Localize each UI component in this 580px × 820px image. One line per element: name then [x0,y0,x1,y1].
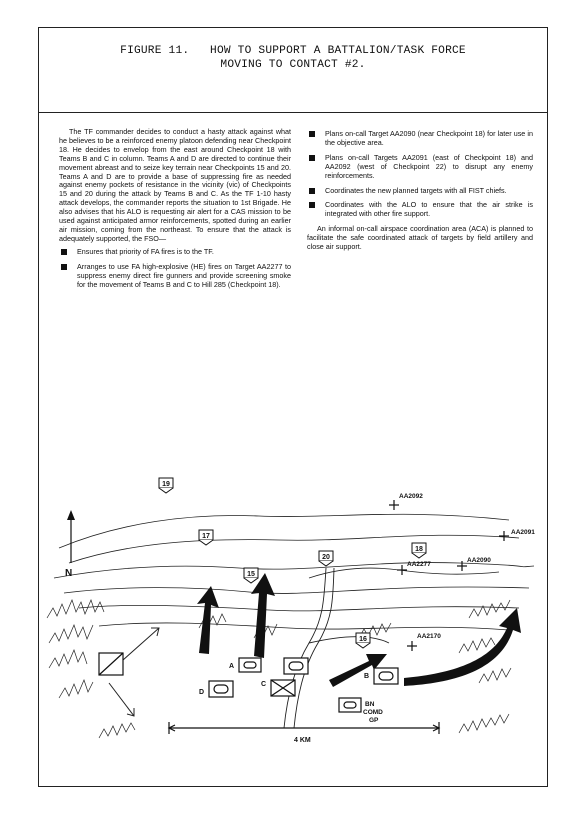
bullet-square-icon [309,155,315,161]
right-bullet-list [307,130,533,219]
target-aa2090-label: AA2090 [467,557,491,564]
checkpoint-16-label: 16 [359,636,367,643]
bullet-square-icon [309,131,315,137]
unit-hq-element [284,658,308,674]
checkpoint-20-label: 20 [322,554,330,561]
left-bullet-text: Ensures that priority of FA fires is to the TF. [77,246,214,256]
right-column [307,128,533,256]
unit-cavalry-left [99,653,123,675]
gp-label: GP [369,717,379,724]
figure-title-box [39,28,547,113]
left-column [59,128,291,295]
team-d-label: D [199,689,205,696]
target-aa2092-label: AA2092 [399,493,423,500]
left-bullet-item [59,263,291,290]
checkpoints [159,478,426,648]
arrow-team-a [251,573,275,658]
left-bullet-item [59,248,291,257]
figure-title-line-2: MOVING TO CONTACT #2. [220,59,366,71]
target-aa2170 [407,633,441,651]
right-bullet-text: Coordinates the new planned targets with all FIST chiefs. [325,185,507,195]
arrow-team-d [197,586,219,654]
bullet-square-icon [61,249,67,255]
north-label: N [65,568,73,579]
bullet-square-icon [61,264,67,270]
checkpoint-19 [159,478,173,493]
target-aa2091-label: AA2091 [511,529,535,536]
scale-bar [169,722,439,744]
left-bullet-text: Arranges to use FA high-explosive (HE) fires on Target AA2277 to suppress enemy direct fire gunners and provide screening smoke for the movement of Teams B and C to Hill 285 (Checkpoint 18). [77,261,291,289]
right-bullet-text: Plans on-call Targets AA2091 (east of Checkpoint 18) and AA2092 (west of Checkpoint 22) to disrupt any enemy reinforcements. [325,152,533,180]
checkpoint-16 [356,633,370,648]
left-paragraph: The TF commander decides to conduct a hasty attack against what he believes to be a reinforced enemy platoon defending near Checkpoint 18. He decides to envelop from the east around Checkpoint 18 with Teams B and C in column. Teams A and D are directed to continue their movement abreast and to seize key terrain near Checkpoints 15 and 20. Teams A and D are to provide a base of suppressing fire as needed against enemy pockets of resistance in the vicinity (vic) of Checkpoints 15 and 20 during the attack by Teams B and C. As the TF 1-10 hasty attack develops, the commander reports the situation to 1st Brigade. He also advises that his ALO is requesting air alert for a CAS mission to be used against anticipated armor reinforcements, spotted during an earlier air mission, coming from the northeast. To ensure that the attack is adequately supported, the FSO— [59,127,291,243]
target-aa2092 [389,493,423,510]
target-aa2277-label: AA2277 [407,561,431,568]
team-b-label: B [364,673,370,680]
unit-team-d [199,681,233,697]
right-bullet-item [307,201,533,219]
target-aa2170-label: AA2170 [417,633,441,640]
target-aa2091 [499,529,535,541]
figure-frame [38,27,548,787]
unit-team-c [261,680,295,696]
checkpoint-18-label: 18 [415,546,423,553]
terrain-contours [54,514,534,630]
right-bullet-text: Coordinates with the ALO to ensure that the air strike is integrated with other fire support. [325,200,533,219]
unit-bn-comd-gp [339,698,383,724]
right-bullet-item [307,154,533,181]
north-arrow [65,510,75,579]
bn-label: BN [365,701,375,708]
right-bullet-text: Plans on-call Target AA2090 (near Checkpoint 18) for later use in the objective area. [325,129,533,147]
right-bullet-item [307,130,533,148]
checkpoint-20 [319,551,333,566]
battlefield-map [39,468,549,768]
checkpoint-17 [199,530,213,545]
right-paragraph: An informal on-call airspace coordination area (ACA) is planned to facilitate the safe coordinated attack of targets by field artillery and close air support. [307,224,533,252]
left-bullet-list [59,248,291,290]
bullet-square-icon [309,188,315,194]
bullet-square-icon [309,202,315,208]
checkpoint-15 [244,568,258,583]
checkpoint-18 [412,543,426,558]
figure-title [39,44,547,72]
unit-symbols [99,653,398,724]
checkpoint-19-label: 19 [162,481,170,488]
right-bullet-item [307,187,533,196]
checkpoint-17-label: 17 [202,533,210,540]
team-c-label: C [261,681,267,688]
scale-bar-label: 4 KM [294,737,311,744]
team-a-label: A [229,663,235,670]
figure-title-line-1: FIGURE 11. HOW TO SUPPORT A BATTALION/TASK FORCE [120,45,466,57]
checkpoint-15-label: 15 [247,571,255,578]
unit-team-a [229,658,261,672]
unit-team-b [364,668,398,684]
comd-label: COMD [363,709,383,716]
